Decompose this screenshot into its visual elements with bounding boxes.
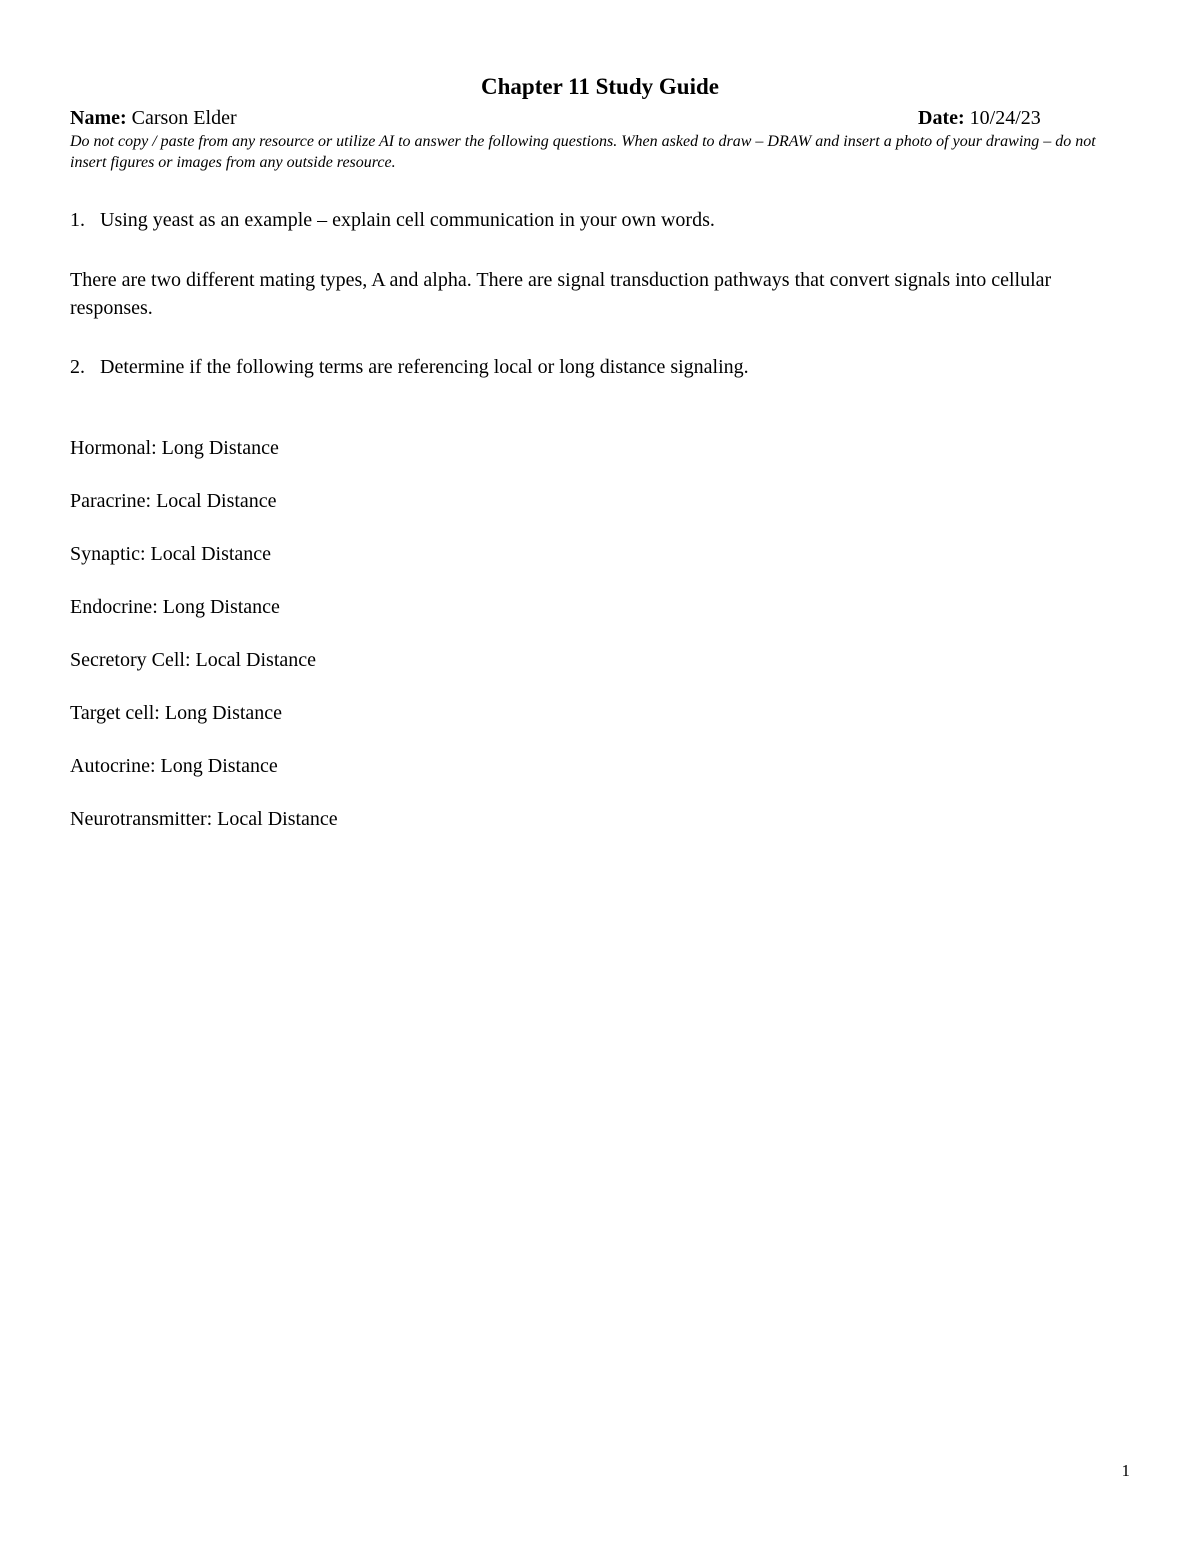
terms-list — [70, 435, 338, 859]
page-title: Chapter 11 Study Guide — [481, 74, 719, 99]
term-item: Endocrine: Long Distance — [70, 596, 280, 618]
question-2 — [70, 354, 1130, 381]
name-value: Carson Elder — [131, 107, 237, 129]
term-item: Synaptic: Local Distance — [70, 543, 272, 565]
question-2-text: Determine if the following terms are referencing local or long distance signaling. — [100, 356, 749, 378]
question-2-number: 2. — [70, 356, 85, 378]
date-value: 10/24/23 — [969, 107, 1041, 129]
term-item: Paracrine: Local Distance — [70, 490, 277, 512]
answer-1: There are two different mating types, A and alpha. There are signal transduction pathways that convert signals into cellular responses. — [70, 269, 1052, 319]
term-item: Target cell: Long Distance — [70, 702, 283, 724]
question-1-number: 1. — [70, 209, 85, 231]
name-label: Name: — [70, 107, 127, 129]
date-label: Date: — [918, 107, 965, 129]
term-item: Hormonal: Long Distance — [70, 437, 279, 459]
term-item: Secretory Cell: Local Distance — [70, 649, 317, 671]
instructions-text: Do not copy / paste from any resource or utilize AI to answer the following questions. When asked to draw – DRAW and insert a photo of your drawing – do not insert figures or images from any outside resource. — [70, 133, 1096, 171]
date-field — [918, 106, 1041, 130]
question-1-text: Using yeast as an example – explain cell communication in your own words. — [100, 209, 715, 231]
question-1 — [70, 207, 1130, 234]
name-field — [70, 106, 237, 130]
term-item: Autocrine: Long Distance — [70, 755, 278, 777]
term-item: Neurotransmitter: Local Distance — [70, 808, 338, 830]
page-number: 1 — [1121, 1461, 1130, 1480]
